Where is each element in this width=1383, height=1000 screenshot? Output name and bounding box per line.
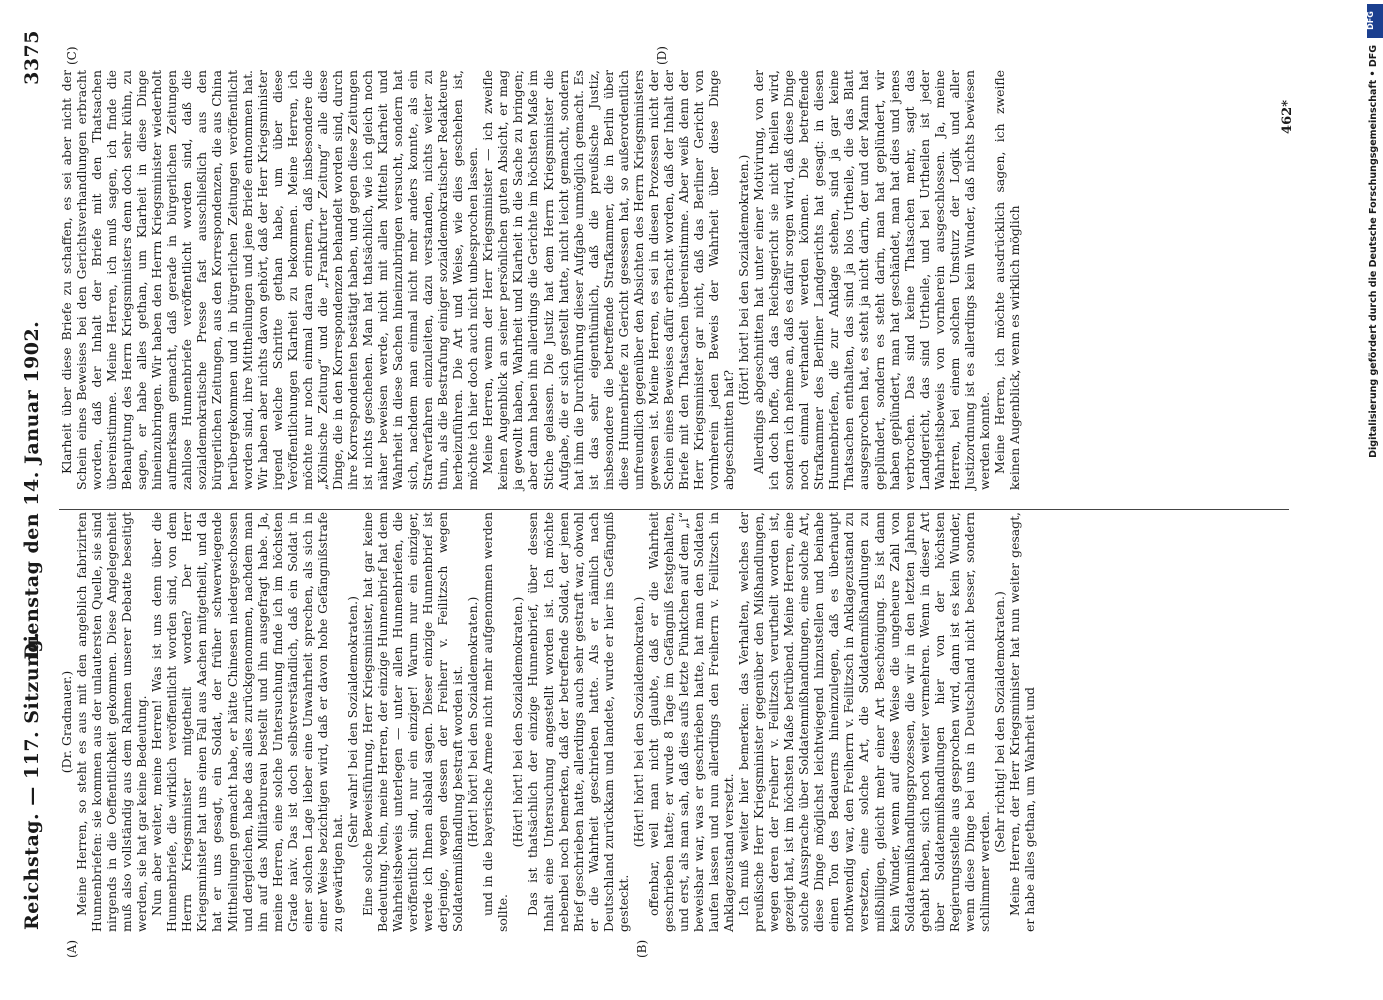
signature-mark: 462* <box>1280 100 1295 134</box>
page-header <box>21 20 49 960</box>
paragraph: (Sehr wahr! bei den Sozialdemokraten.) <box>344 596 360 848</box>
paragraph: (Hört! hört! bei den Sozialdemokraten.) <box>736 154 752 406</box>
paragraph: (Hört! hört! bei den Sozialdemokraten.) <box>465 596 481 848</box>
dfg-logo: DFG <box>1367 4 1383 38</box>
paragraph: offenbar, weil man nicht glaubte, daß er die Wahrheit geschrieben hatte; er wurde 8 Tage im Gefängniß festgehalten, und erst, als man sah, daß dies aufs letzte Pünktchen auf dem „i“ beweisbar war, was er geschrieben hatte, hat man den Soldaten laufen lassen und nun allerdings den Freiherrn v. Feilitzsch in Anklagezustand versetzt. <box>645 512 737 932</box>
text-column-right <box>59 70 1022 490</box>
paragraph: und in die bayerische Armee nicht mehr aufgenommen werden sollte. <box>480 512 511 932</box>
paragraph: Meine Herren, wenn der Herr Kriegsminister — ich zweifle keinen Augenblick an seiner persönlichen guten Absicht, er mag ja gewollt haben, Wahrheit und Klarheit in die Sache zu bringen; aber dann haben ihn allerdings die Gerichte im höchsten Maße im Stiche gelassen. Die Justiz hat dem Herrn Kriegsminister die Aufgabe, die er sich gestellt hatte, nicht leicht gemacht, sondern hat ihm die Durchführung dieser Aufgabe unmöglich gemacht. Es ist das sehr eigenthümlich, daß die preußische Justiz, insbesondere die betreffende Strafkammer, die in Berlin über diese Hunnenbriefe zu Gericht gesessen hat, so außerordentlich unfreundlich gegenüber den Absichten des Herrn Kriegsministers gewesen ist. Meine Herren, es sei in diesen Prozessen nicht der Schein eines Beweises dafür erbracht worden, daß der Inhalt der Briefe mit den Thatsachen übereinstimme. Aber weiß denn der Herr Kriegsminister gar nicht, daß das Berliner Gericht von vornherein jeden Beweis der Wahrheit über diese Dinge abgeschnitten hat? <box>480 70 737 490</box>
header-left: Reichstag. — 117. Sitzung. <box>21 631 43 930</box>
text-column-left <box>59 512 1037 932</box>
paragraph: Meine Herren, der Herr Kriegsminister hat nun weiter gesagt, er habe alles gethan, um Wahrheit und <box>1006 512 1037 932</box>
margin-mark-c: (C) <box>65 46 79 65</box>
paragraph: Allerdings abgeschnitten hat unter einer Motivirung, von der ich doch hoffe, daß das Reichsgericht sie nicht theilen wird, sondern ich nehme an, daß es dafür sorgen wird, daß diese Dinge noch einmal verhandelt werden können. Die betreffende Strafkammer des Berliner Landgerichts hat gesagt: in diesen Hunnenbriefen, die zur Anklage stehen, sind ja gar keine Thatsachen enthalten, das sind ja blos Urtheile, die das Blatt ausgesprochen hat, es steht ja nicht darin, der und der Mann hat geplündert, sondern es steht darin, man hat geplündert, wir haben geplündert, man hat geschändet, man hat dies und jenes verbrochen. Das sind keine Thatsachen mehr, sagt das Landgericht, das sind Urtheile, und bei Urtheilen ist jeder Wahrheitsbeweis von vornherein ausgeschlossen. Ja, meine Herren, bei einem solchen Umsturz der Logik und aller Justizordnung ist es allerdings kein Wunder, daß nichts bewiesen werden konnte. <box>751 70 992 490</box>
paragraph: Meine Herren, ich möchte ausdrücklich sagen, ich zweifle keinen Augenblick, wenn es wirklich möglich <box>991 70 1022 490</box>
paragraph: Klarheit über diese Briefe zu schaffen, es sei aber nicht der Schein eines Beweises bei den Gerichtsverhandlungen erbracht worden, daß der Inhalt der Briefe mit den Thatsachen übereinstimme. Meine Herren, ich muß sagen, ich finde die Behauptung des Herrn Kriegsministers denn doch sehr kühn, zu sagen, er habe alles gethan, um Klarheit in diese Dinge hineinzubringen. Wir haben den Herrn Kriegsminister wiederholt aufmerksam gemacht, daß gerade in bürgerlichen Zeitungen zahllose Hunnenbriefe veröffentlicht worden sind, daß die sozialdemokratische Presse fast ausschließlich aus den bürgerlichen Zeitungen, aus den Korrespondenzen, die aus China herübergekommen und in bürgerlichen Zeitungen veröffentlicht worden sind, ihre Mittheilungen und jene Briefe entnommen hat. Wir haben aber nichts davon gehört, daß der Herr Kriegsminister irgend welche Schritte gethan habe, um über diese Veröffentlichungen Klarheit zu bekommen. Meine Herren, ich möchte nur noch einmal daran erinnern, daß insbesondere die „Kölnische Zeitung“ und die „Frankfurter Zeitung“ alle diese Dinge, die in den Korrespondenzen behandelt worden sind, durch ihre Korrespondenten bestätigt haben, und gegen diese Zeitungen ist nichts geschehen. Man hat thatsächlich, wie ich gleich noch näher beweisen werde, nicht mit allen Mitteln Klarheit und Wahrheit in diese Sachen hineinzubringen versucht, sondern hat sich, nachdem man einmal nicht mehr anders konnte, als ein Strafverfahren einzuleiten, dazu verstanden, nichts weiter zu thun, als die Bestrafung einiger sozialdemokratischer Redakteure herbeizuführen. Die Art und Weise, wie dies geschehen ist, möchte ich hier doch auch nicht unbesprochen lassen. <box>59 70 481 490</box>
document-page <box>15 20 1305 960</box>
digitization-note: Digitalisierung gefördert durch die Deutsche Forschungsgemeinschaft • DFG <box>1368 45 1379 458</box>
paragraph: Meine Herren, so steht es aus mit den angeblich fabrizirten Hunnenbriefen: sie kommen aus der unlautersten Quelle, sie sind nirgends in die Oeffentlichkeit gekommen. Diese Angelegenheit muß also vollständig aus dem Rahmen unserer Debatte beseitigt werden, sie hat gar keine Bedeutung. <box>74 512 150 932</box>
paragraph: (Dr. Gradnauer.) <box>59 670 74 774</box>
paragraph: (Sehr richtig! bei den Sozialdemokraten.) <box>991 591 1007 853</box>
paragraph: Ich muß weiter hier bemerken: das Verhalten, welches der preußische Herr Kriegsminister gegenüber den Mißhandlungen, wegen deren der Freiherr v. Feilitzsch verurtheilt worden ist, gezeigt hat, ist im höchsten Maße betrübend. Meine Herren, eine solche Aussprache über Soldatenmißhandlungen, eine solche Art, diese Dinge möglichst leichtwiegend hinzustellen und beinahe einen Ton des Bedauerns hineinzulegen, daß es überhaupt nothwendig war, den Freiherrn v. Feilitzsch in Anklagezustand zu versetzen, eine solche Art, die Soldatenmißhandlungen zu mißbilligen, gleicht mehr einer Art Beschönigung. Es ist dann kein Wunder, wenn auf diese Weise die ungeheure Zahl von Soldatenmißhandlungsprozessen, die wir in den letzten Jahren gehabt haben, sich noch weiter vermehren. Wenn in dieser Art über Soldatenmißhandlungen hier von der höchsten Regierungsstelle aus gesprochen wird, dann ist es kein Wunder, wenn diese Dinge bei uns in Deutschland nicht besser, sondern schlimmer werden. <box>736 512 992 932</box>
paragraph: Eine solche Beweisführung, Herr Kriegsminister, hat gar keine Bedeutung. Nein, meine Herren, der einzige Hunnenbrief hat dem Wahrheitsbeweis unterlegen — unter allen Hunnenbriefen, die veröffentlicht sind, nur ein einziger! Warum nur ein einziger, werde ich Ihnen alsbald sagen. Dieser einzige Hunnenbrief ist derjenige, wegen dessen der Freiherr v. Feilitzsch wegen Soldatenmißhandlung bestraft worden ist. <box>359 512 466 932</box>
paragraph: (Hört! hört! bei den Sozialdemokraten.) <box>510 596 526 848</box>
margin-mark-a: (A) <box>65 939 79 958</box>
paragraph: Nun aber weiter, meine Herren! Was ist uns denn über die Hunnenbriefe, die wirklich veröffentlicht worden sind, von dem Herrn Kriegsminister mitgetheilt worden? Der Herr Kriegsminister hat uns einen Fall aus Aachen mitgetheilt, und da hat er uns gesagt, ein Soldat, der früher schwerwiegende Mittheilungen gemacht habe, er hätte Chinesen niedergeschossen und dergleichen, habe das alles zurückgenommen, nachdem man ihn auf das Militärbureau bestellt und ihn ausgefragt habe. Ja, meine Herren, eine solche Untersuchung finde ich im höchsten Grade naiv. Das ist doch selbstverständlich, daß ein Soldat in einer solchen Lage lieber eine Unwahrheit sprechen, als sich in einer Weise bezichtigen wird, daß er davon hohe Gefängnißstrafe zu gewärtigen hat. <box>149 512 345 932</box>
margin-mark-d: (D) <box>655 46 669 65</box>
column-divider <box>59 509 1289 510</box>
header-date: Dienstag den 14. Januar 1902. <box>21 320 43 660</box>
margin-mark-b: (B) <box>635 939 649 958</box>
paragraph: (Hört! hört! bei den Sozialdemokraten.) <box>630 596 646 848</box>
page-number: 3375 <box>21 30 43 85</box>
paragraph: Das ist thatsächlich der einzige Hunnenbrief, über dessen Inhalt eine Untersuchung angestellt worden ist. Ich möchte nebenbei noch bemerken, daß der betreffende Soldat, der jenen Brief geschrieben hatte, allerdings auch sehr gestraft war, obwohl er die Wahrheit geschrieben hatte. Als er nämlich nach Deutschland zurückkam und landete, wurde er hier ins Gefängniß gesteckt. <box>525 512 631 932</box>
